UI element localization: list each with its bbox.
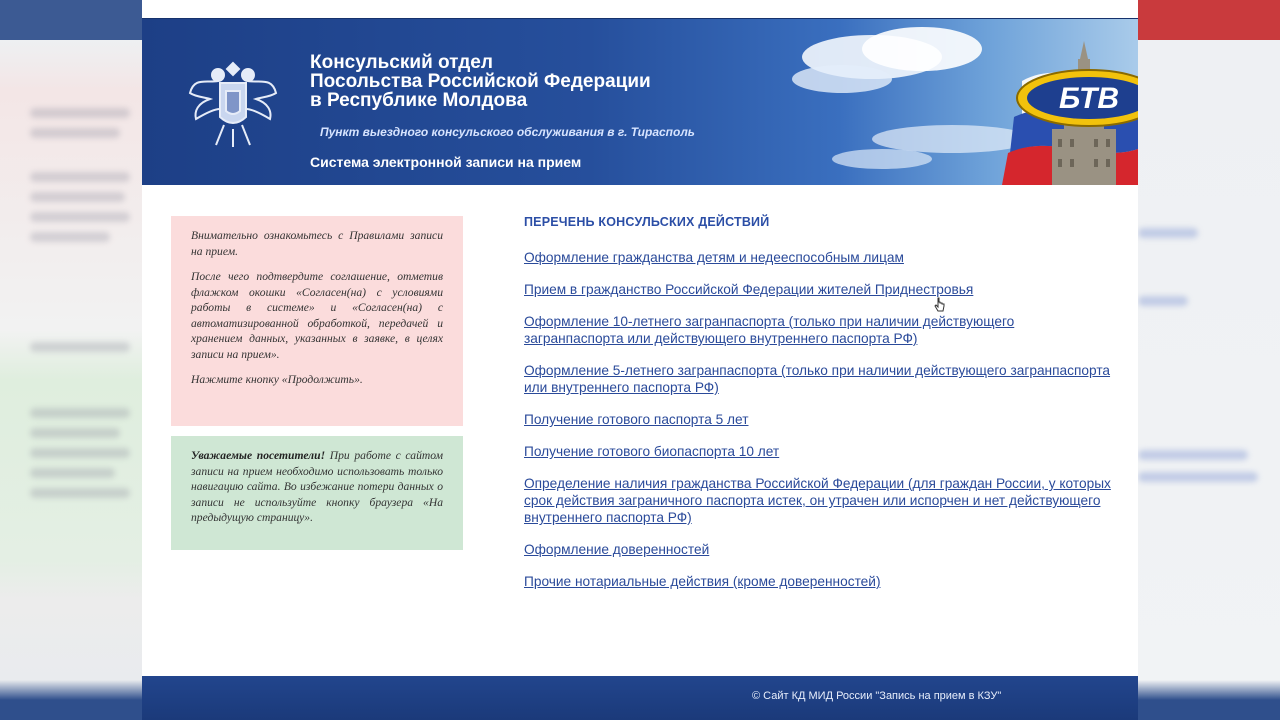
btv-logo-text: БТВ: [1058, 82, 1120, 115]
action-link-pickup-passport-5[interactable]: Получение готового паспорта 5 лет: [524, 412, 749, 427]
site-banner: [142, 18, 1138, 185]
rules-notice: [171, 216, 463, 426]
site-footer: [142, 676, 1138, 720]
system-name: Система электронной записи на прием: [310, 154, 582, 170]
visitors-notice-text: При работе с сайтом записи на прием необходимо использовать только навигацию сайта. Во избежание потери данных о записи не используйте кнопку браузера «На предыдущую страницу».: [191, 449, 444, 524]
coat-of-arms-icon: [186, 53, 280, 153]
action-link-passport-10-year[interactable]: Оформление 10-летнего загранпаспорта (только при наличии действующего загранпаспорта или действующего внутреннего паспорта РФ): [524, 314, 1015, 346]
consular-actions-list: [524, 215, 1114, 605]
banner-title-line2: Посольства Российской Федерации: [310, 71, 651, 92]
blurred-backdrop-left: [0, 0, 142, 720]
banner-subtitle: Пункт выездного консульского обслуживания в г. Тирасполь: [320, 125, 695, 139]
actions-heading: ПЕРЕЧЕНЬ КОНСУЛЬСКИХ ДЕЙСТВИЙ: [524, 215, 770, 229]
rules-paragraph-3: Нажмите кнопку «Продолжить».: [191, 373, 363, 386]
action-link-citizenship-transnistria[interactable]: Прием в гражданство Российской Федерации жителей Приднестровья: [524, 282, 974, 297]
blurred-backdrop-right: [1138, 0, 1280, 720]
action-link-passport-5-year[interactable]: Оформление 5-летнего загранпаспорта (только при наличии действующего загранпаспорта или внутреннего паспорта РФ): [524, 363, 1111, 395]
mouse-pointer-icon: [934, 297, 946, 315]
visitors-notice-heading: Уважаемые посетители!: [191, 449, 326, 462]
top-strip: [142, 0, 1138, 18]
consulate-page: [142, 0, 1138, 720]
rules-paragraph-2: После чего подтвердите соглашение, отметив флажком окошки «Согласен(на) с условиями работы в системе» и «Согласен(на) с автоматизированной обработкой, передачей и хранением данных, указанных в заявке, в целях записи на прием».: [191, 270, 443, 361]
main-content: [142, 185, 1138, 677]
action-link-power-of-attorney[interactable]: Оформление доверенностей: [524, 542, 710, 557]
action-link-citizenship-determination[interactable]: Определение наличия гражданства Российской Федерации (для граждан России, у которых срок действия заграничного паспорта истек, он утрачен или испорчен и нет действующего внутреннего паспорта РФ): [524, 476, 1111, 525]
visitors-notice: [171, 436, 463, 550]
banner-title-line1: Консульский отдел: [310, 52, 493, 73]
footer-copyright: © Сайт КД МИД России "Запись на прием в КЗУ": [752, 690, 1002, 702]
action-link-pickup-biopassport-10[interactable]: Получение готового биопаспорта 10 лет: [524, 444, 780, 459]
banner-title-line3: в Республике Молдова: [310, 90, 528, 111]
rules-paragraph-1: Внимательно ознакомьтесь с Правилами записи на прием.: [191, 229, 443, 258]
action-link-other-notarial[interactable]: Прочие нотариальные действия (кроме доверенностей): [524, 574, 881, 589]
action-link-citizenship-children[interactable]: Оформление гражданства детям и недееспособным лицам: [524, 250, 904, 265]
btv-logo: [1014, 67, 1138, 129]
banner-title: [310, 53, 651, 110]
